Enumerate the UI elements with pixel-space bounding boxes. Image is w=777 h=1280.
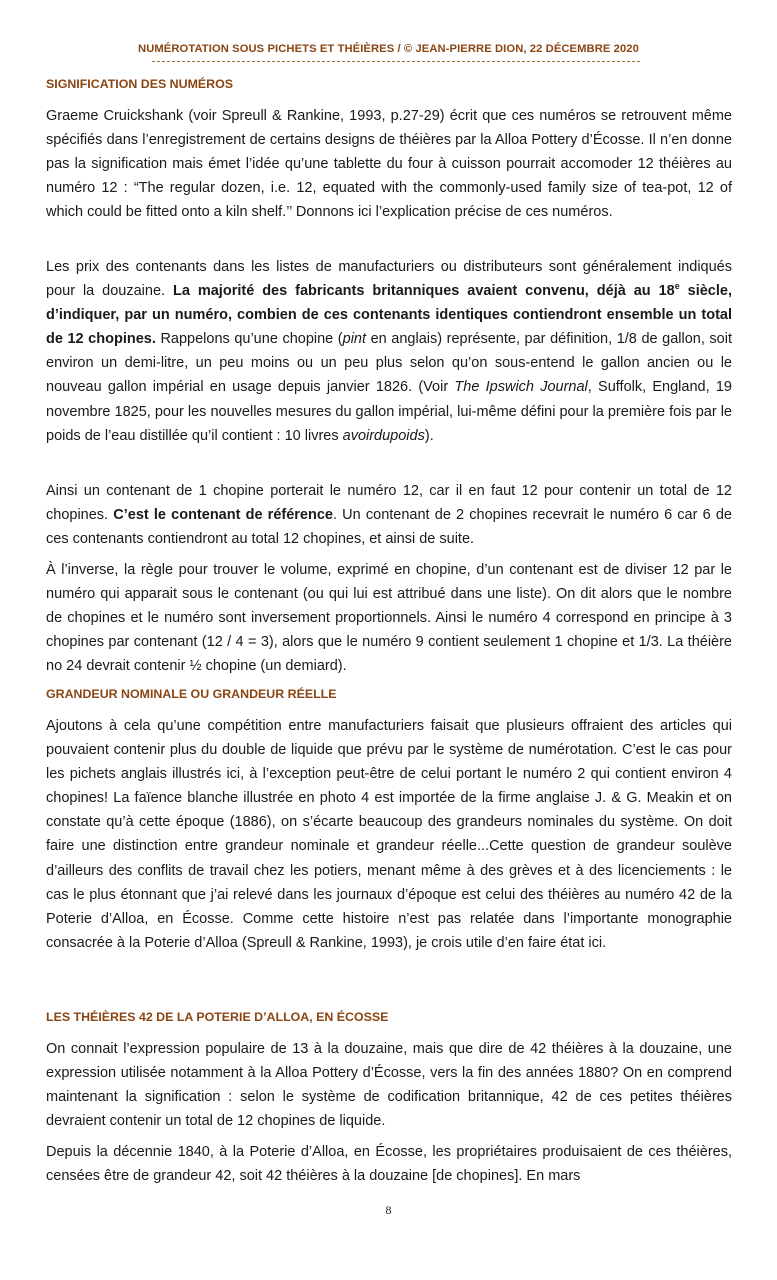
paragraph-3-text-b: . Un contenant de 2 chopines recevrait le numéro 6 car 6 de ces contenants contiendront au total 12 chopines, et ainsi de suite.	[46, 507, 732, 548]
running-header: NUMÉROTATION SOUS PICHETS ET THÉIÈRES / © JEAN-PIERRE DION, 22 DÉCEMBRE 2020	[138, 43, 639, 55]
paragraph-2-italic-avoirdupoids: avoirdupoids	[342, 427, 425, 444]
paragraph-2-italic-journal: The Ipswich Journal	[454, 379, 588, 396]
paragraph-2	[46, 255, 732, 448]
paragraph-2-text-d: , Suffolk, England, 19 novembre 1825, pour les nouvelles mesures du gallon impérial, lui-même défini pour la première fois par le poids de l’eau distillée qu’il contient : 10 livres	[46, 379, 732, 444]
paragraph-1: Graeme Cruickshank (voir Spreull & Rankine, 1993, p.27-29) écrit que ces numéros se retrouvent même spécifiés dans l’enregistrement de certains designs de théières par la Alloa Pottery d’Écosse. Il n’en donne pas la signification mais émet l’idée qu’une tablette du four à cuisson pourrait accomoder 12 théières au numéro 12 : “The regular dozen, i.e. 12, equated with the commonly-used family size of tea-pot, 12 of which could be fitted onto a kiln shelf.’’ Donnons ici l’explication précise de ces numéros.	[46, 108, 732, 221]
page-number: 8	[385, 1203, 392, 1217]
paragraph-4: À l’inverse, la règle pour trouver le volume, exprimé en chopine, d’un contenant est de diviser 12 par le numéro qui apparait sous le contenant (ou qui lui est attribué dans une liste). On dit alors que le nombre de chopines et le numéro sont inversement proportionnels. Ainsi le numéro 4 correspond en principe à 3 chopines par contenant (12 / 4 = 3), alors que le numéro 9 contient seulement 1 chopine et 1/3. La théière no 24 devrait contenir ½ chopine (un demiard).	[46, 562, 732, 675]
paragraph-2-italic-pint: pint	[342, 331, 367, 348]
header-divider	[152, 61, 640, 62]
paragraph-2-superscript: e	[674, 281, 680, 292]
paragraph-2-text-b: Rappelons qu’une chopine (	[155, 331, 343, 348]
paragraph-6: On connait l’expression populaire de 13 à la douzaine, mais que dire de 42 théières à la douzaine, une expression utilisée notamment à la Alloa Pottery d’Écosse, vers la fin des années 1880? On en comprend maintenant la signification : selon le système de codification britannique, 42 de ces petites théières devraient contenir un total de 12 chopines de liquide.	[46, 1041, 732, 1130]
paragraph-7: Depuis la décennie 1840, à la Poterie d’Alloa, en Écosse, les propriétaires produisaient de ces théières, censées être de grandeur 42, soit 42 théières à la douzaine [de chopines]. En mars	[46, 1144, 732, 1185]
paragraph-2-text-e: ).	[424, 427, 434, 444]
section-title-alloa: LES THÉIÈRES 42 DE LA POTERIE D’ALLOA, EN ÉCOSSE	[46, 1010, 389, 1024]
paragraph-2-text-c: en anglais) représente, par définition, 1/8 de gallon, soit environ un demi-litre, un peu moins ou un peu plus selon qu’on sous-entend le gallon ancien ou le nouveau gallon impérial en usage depuis janvier 1826. (Voir	[46, 331, 732, 396]
section-title-grandeur: GRANDEUR NOMINALE OU GRANDEUR RÉELLE	[46, 687, 337, 701]
paragraph-2-bold-b: siècle, d’indiquer, par un numéro, combien de ces contenants identiques contiendront ensemble un total de 12 chopines.	[46, 283, 732, 348]
section-title-signification: SIGNIFICATION DES NUMÉROS	[46, 77, 234, 91]
paragraph-3-text-a: Ainsi un contenant de 1 chopine porterait le numéro 12, car il en faut 12 pour contenir un total de 12 chopines.	[46, 483, 732, 524]
paragraph-5: Ajoutons à cela qu’une compétition entre manufacturiers faisait que plusieurs offraient des articles qui pouvaient contenir plus du double de liquide que prévu par le système de numérotation. C’est le cas pour les pichets anglais illustrés ici, à l’exception peut-être de celui portant le numéro 2 qui contient environ 4 chopines! La faïence blanche illustrée en photo 4 est importée de la firme anglaise J. & G. Meakin et on constate qu’à cette époque (1886), on s’écarte beaucoup des grandeurs nominales du système. On doit faire une distinction entre grandeur nominale et grandeur réelle...Cette question de grandeur soulève d’ailleurs des conflits de travail chez les potiers, menant même à des grèves et à des licenciements : le cas le plus étonnant que j’ai relevé dans les journaux d’époque est celui des théières au numéro 42 de la Poterie d’Alloa, en Écosse. Comme cette histoire n’est pas relatée dans l’importante monographie consacrée à la Poterie d’Alloa (Spreull & Rankine, 1993), je crois utile d’en faire état ici.	[46, 718, 732, 951]
paragraph-2-text-a: Les prix des contenants dans les listes de manufacturiers ou distributeurs sont généralement indiqués pour la douzaine.	[46, 259, 732, 300]
paragraph-3-bold: C’est le contenant de référence	[113, 507, 333, 524]
paragraph-2-bold-a: La majorité des fabricants britanniques avaient convenu, déjà au 18	[173, 283, 675, 300]
paragraph-3	[46, 479, 732, 551]
